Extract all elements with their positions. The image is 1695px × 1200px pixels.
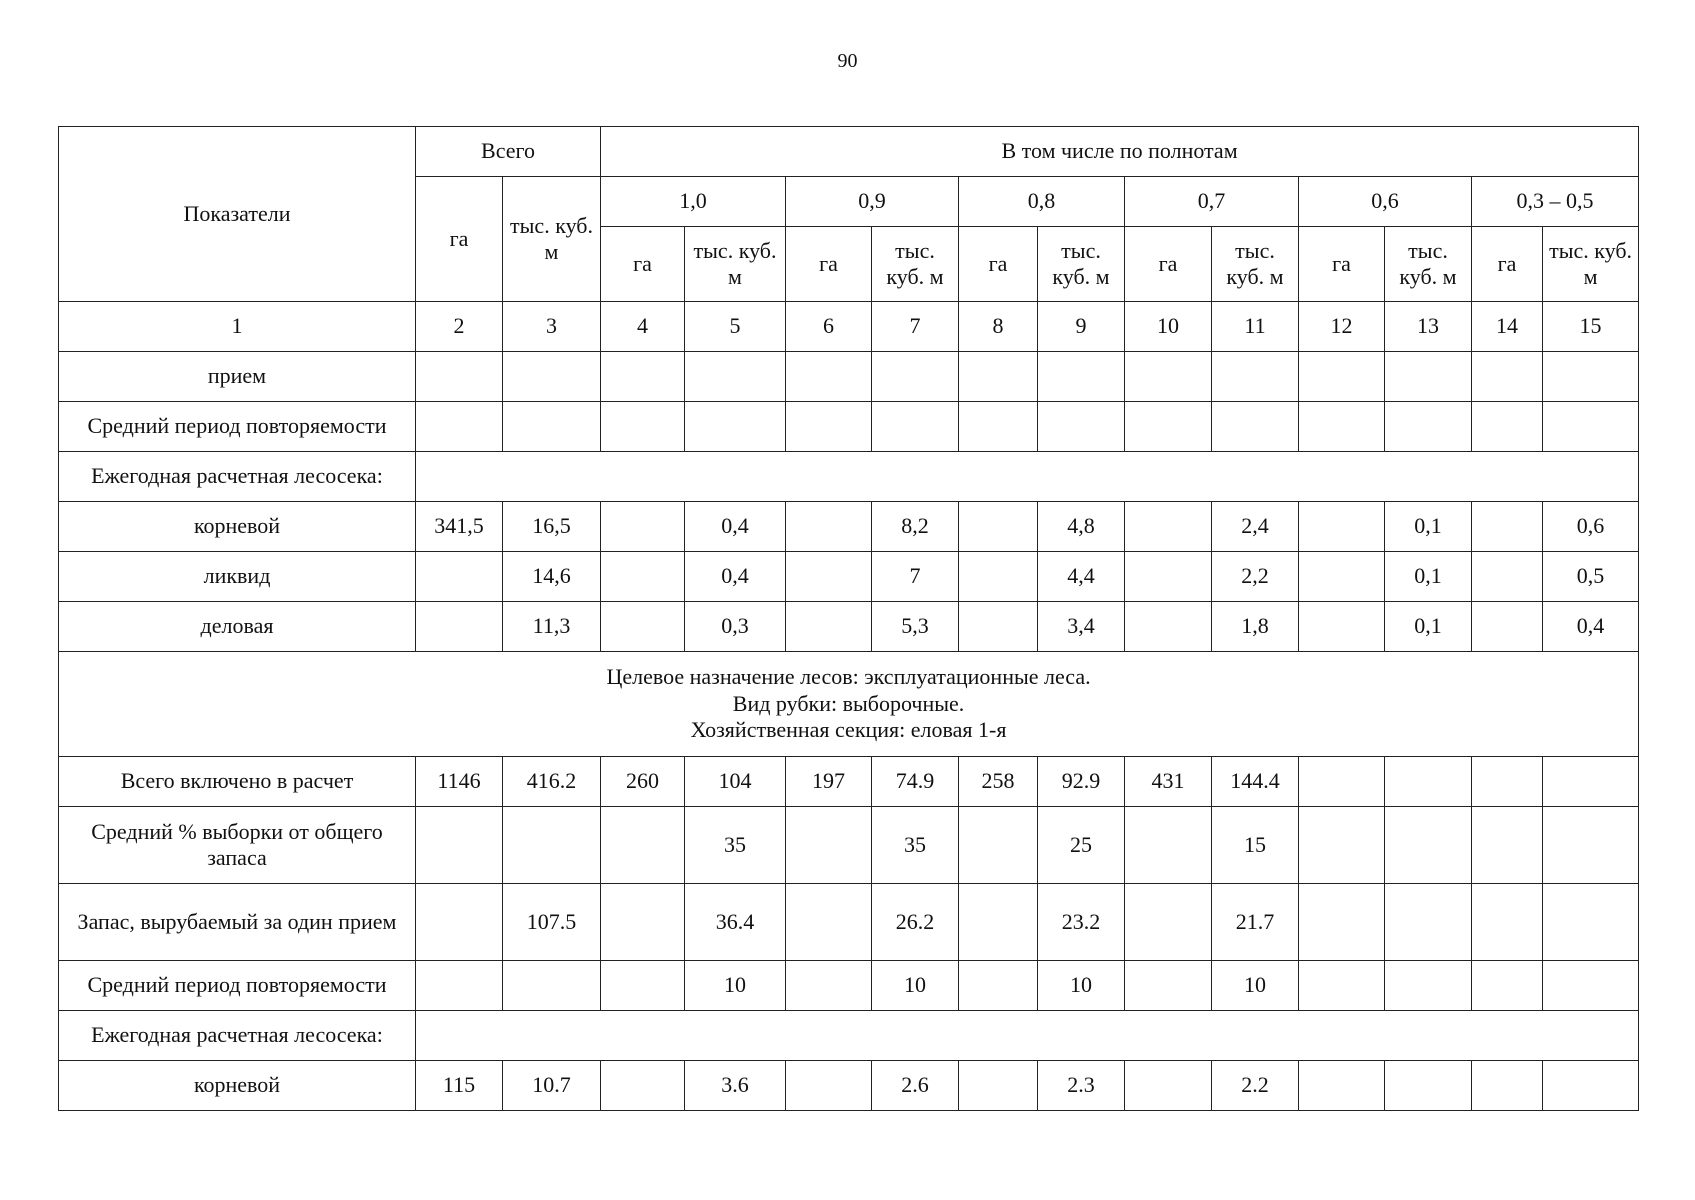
column-number: 7	[872, 302, 959, 352]
data-cell	[786, 961, 872, 1011]
header-unit-ha: га	[1472, 227, 1543, 302]
data-cell: 4,4	[1038, 552, 1125, 602]
row-label: Средний период повторяемости	[59, 961, 416, 1011]
data-cell: 4,8	[1038, 502, 1125, 552]
data-cell	[786, 352, 872, 402]
data-cell: 260	[601, 757, 685, 807]
page-number: 90	[837, 50, 858, 72]
header-total-volume: тыс. куб. м	[503, 177, 601, 302]
column-number: 6	[786, 302, 872, 352]
row-label: Всего включено в расчет	[59, 757, 416, 807]
data-cell	[1472, 1061, 1543, 1111]
header-unit-ha: га	[1299, 227, 1385, 302]
header-unit-ha: га	[959, 227, 1038, 302]
data-cell	[1385, 757, 1472, 807]
rows-part-4	[59, 1061, 1639, 1111]
table-row	[59, 552, 1639, 602]
data-cell	[1472, 602, 1543, 652]
row-label: прием	[59, 352, 416, 402]
data-cell	[416, 961, 503, 1011]
data-cell	[503, 807, 601, 884]
data-cell	[1299, 352, 1385, 402]
data-cell: 10	[1212, 961, 1299, 1011]
data-cell	[416, 352, 503, 402]
data-cell	[1299, 807, 1385, 884]
data-cell	[601, 552, 685, 602]
annual-cut-header-row	[59, 452, 1639, 502]
data-cell: 3,4	[1038, 602, 1125, 652]
data-cell	[786, 502, 872, 552]
data-cell: 74.9	[872, 757, 959, 807]
rows-part-3	[59, 757, 1639, 1011]
data-cell: 21.7	[1212, 884, 1299, 961]
table-row	[59, 884, 1639, 961]
data-cell	[1125, 352, 1212, 402]
table-row	[59, 402, 1639, 452]
annual-cut-header-row	[59, 1011, 1639, 1061]
data-cell: 341,5	[416, 502, 503, 552]
data-cell	[1125, 807, 1212, 884]
data-cell	[1543, 807, 1639, 884]
section-purpose: Целевое назначение лесов: эксплуатационные леса.	[606, 664, 1091, 690]
data-cell: 15	[1212, 807, 1299, 884]
data-cell	[959, 807, 1038, 884]
data-cell	[786, 552, 872, 602]
data-cell: 8,2	[872, 502, 959, 552]
header-unit-volume: тыс. куб. м	[872, 227, 959, 302]
table-row	[59, 602, 1639, 652]
header-indicators: Показатели	[59, 127, 416, 302]
data-cell	[1038, 352, 1125, 402]
data-cell: 0,1	[1385, 502, 1472, 552]
data-cell	[1543, 884, 1639, 961]
data-cell	[416, 552, 503, 602]
column-number: 13	[1385, 302, 1472, 352]
data-cell	[1299, 961, 1385, 1011]
data-cell	[1543, 352, 1639, 402]
data-cell	[416, 807, 503, 884]
data-cell	[1472, 757, 1543, 807]
data-cell	[601, 884, 685, 961]
section-economic: Хозяйственная секция: еловая 1-я	[690, 717, 1007, 743]
annual-cut-header: Ежегодная расчетная лесосека:	[59, 1011, 416, 1061]
data-cell	[1038, 402, 1125, 452]
data-cell	[1385, 352, 1472, 402]
data-cell: 0,4	[685, 552, 786, 602]
data-cell	[416, 402, 503, 452]
header-unit-volume: тыс. куб. м	[1385, 227, 1472, 302]
column-number: 12	[1299, 302, 1385, 352]
header-density-0-8: 0,8	[959, 177, 1125, 227]
data-cell	[416, 602, 503, 652]
data-cell	[1299, 1061, 1385, 1111]
data-cell	[786, 807, 872, 884]
data-cell	[1472, 502, 1543, 552]
data-cell	[1472, 552, 1543, 602]
data-cell: 25	[1038, 807, 1125, 884]
header-unit-volume: тыс. куб. м	[685, 227, 786, 302]
data-cell: 2.3	[1038, 1061, 1125, 1111]
table-row	[59, 1061, 1639, 1111]
header-row-1	[59, 127, 1639, 177]
column-number: 9	[1038, 302, 1125, 352]
data-cell: 1,8	[1212, 602, 1299, 652]
data-cell	[1299, 602, 1385, 652]
allowable-cut-table	[58, 126, 1639, 1111]
data-cell	[959, 884, 1038, 961]
empty-span-cell	[416, 452, 1639, 502]
data-cell: 10	[872, 961, 959, 1011]
data-cell: 2,4	[1212, 502, 1299, 552]
empty-span-cell	[416, 1011, 1639, 1061]
data-cell	[1125, 961, 1212, 1011]
data-cell	[959, 1061, 1038, 1111]
data-cell: 416.2	[503, 757, 601, 807]
data-cell	[1472, 352, 1543, 402]
data-cell: 10	[1038, 961, 1125, 1011]
column-number: 11	[1212, 302, 1299, 352]
data-cell: 5,3	[872, 602, 959, 652]
data-cell	[959, 502, 1038, 552]
data-cell: 104	[685, 757, 786, 807]
data-cell	[872, 402, 959, 452]
row-label: Средний период повторяемости	[59, 402, 416, 452]
section-description	[59, 652, 1639, 757]
data-cell	[685, 352, 786, 402]
data-cell	[1125, 602, 1212, 652]
data-cell: 2.6	[872, 1061, 959, 1111]
data-cell: 0,4	[1543, 602, 1639, 652]
header-unit-volume: тыс. куб. м	[1212, 227, 1299, 302]
header-density-0-3-0-5: 0,3 – 0,5	[1472, 177, 1639, 227]
data-cell: 197	[786, 757, 872, 807]
data-cell	[1385, 884, 1472, 961]
data-cell	[1472, 807, 1543, 884]
data-cell: 92.9	[1038, 757, 1125, 807]
data-cell	[786, 884, 872, 961]
data-cell	[1299, 884, 1385, 961]
data-cell: 0,1	[1385, 602, 1472, 652]
data-cell	[685, 402, 786, 452]
data-cell: 35	[685, 807, 786, 884]
column-number: 1	[59, 302, 416, 352]
data-cell: 0,3	[685, 602, 786, 652]
data-cell	[601, 502, 685, 552]
header-density-0-6: 0,6	[1299, 177, 1472, 227]
row-label: деловая	[59, 602, 416, 652]
data-cell	[1212, 402, 1299, 452]
table-row	[59, 502, 1639, 552]
data-cell	[503, 402, 601, 452]
data-cell: 2.2	[1212, 1061, 1299, 1111]
data-cell	[1385, 961, 1472, 1011]
data-cell	[601, 1061, 685, 1111]
column-number: 4	[601, 302, 685, 352]
section-row	[59, 652, 1639, 757]
header-by-density: В том числе по полнотам	[601, 127, 1639, 177]
column-number: 5	[685, 302, 786, 352]
data-cell	[1472, 402, 1543, 452]
data-cell	[601, 402, 685, 452]
data-cell: 1146	[416, 757, 503, 807]
column-number: 3	[503, 302, 601, 352]
header-unit-ha: га	[601, 227, 685, 302]
data-cell	[786, 602, 872, 652]
data-cell	[503, 961, 601, 1011]
data-cell: 431	[1125, 757, 1212, 807]
column-numbers-row	[59, 302, 1639, 352]
data-cell	[959, 961, 1038, 1011]
data-cell	[786, 402, 872, 452]
data-cell	[601, 352, 685, 402]
table-row	[59, 807, 1639, 884]
data-cell	[1543, 402, 1639, 452]
data-cell	[1472, 961, 1543, 1011]
data-cell: 0,6	[1543, 502, 1639, 552]
table-row	[59, 961, 1639, 1011]
data-cell: 3.6	[685, 1061, 786, 1111]
header-density-1-0: 1,0	[601, 177, 786, 227]
header-unit-volume: тыс. куб. м	[1038, 227, 1125, 302]
column-number: 10	[1125, 302, 1212, 352]
header-unit-ha: га	[786, 227, 872, 302]
data-cell: 16,5	[503, 502, 601, 552]
table-row	[59, 352, 1639, 402]
header-unit-volume: тыс. куб. м	[1543, 227, 1639, 302]
data-cell: 23.2	[1038, 884, 1125, 961]
data-cell: 258	[959, 757, 1038, 807]
header-total: Всего	[416, 127, 601, 177]
data-cell: 10.7	[503, 1061, 601, 1111]
data-cell	[1125, 884, 1212, 961]
data-cell: 11,3	[503, 602, 601, 652]
data-cell	[1125, 502, 1212, 552]
data-cell: 0,5	[1543, 552, 1639, 602]
data-cell	[601, 602, 685, 652]
data-cell	[1299, 502, 1385, 552]
data-cell: 26.2	[872, 884, 959, 961]
data-cell	[1385, 807, 1472, 884]
data-cell	[1125, 402, 1212, 452]
table-row	[59, 757, 1639, 807]
rows-part-2	[59, 502, 1639, 652]
row-label: корневой	[59, 1061, 416, 1111]
header-density-0-9: 0,9	[786, 177, 959, 227]
data-cell	[1543, 961, 1639, 1011]
data-cell	[1125, 1061, 1212, 1111]
data-cell: 14,6	[503, 552, 601, 602]
data-cell	[1125, 552, 1212, 602]
data-cell	[601, 807, 685, 884]
row-label: Запас, вырубаемый за один прием	[59, 884, 416, 961]
data-cell	[872, 352, 959, 402]
data-cell: 35	[872, 807, 959, 884]
data-cell: 7	[872, 552, 959, 602]
data-cell: 0,4	[685, 502, 786, 552]
data-cell	[959, 402, 1038, 452]
annual-cut-header: Ежегодная расчетная лесосека:	[59, 452, 416, 502]
row-label: Средний % выборки от общего запаса	[59, 807, 416, 884]
column-number: 15	[1543, 302, 1639, 352]
data-cell	[601, 961, 685, 1011]
data-cell	[1543, 757, 1639, 807]
data-cell: 115	[416, 1061, 503, 1111]
data-cell: 0,1	[1385, 552, 1472, 602]
data-cell: 144.4	[1212, 757, 1299, 807]
data-cell	[959, 352, 1038, 402]
data-cell: 107.5	[503, 884, 601, 961]
data-cell	[1212, 352, 1299, 402]
data-cell	[1472, 884, 1543, 961]
data-cell	[1299, 402, 1385, 452]
column-number: 2	[416, 302, 503, 352]
row-label: ликвид	[59, 552, 416, 602]
column-number: 14	[1472, 302, 1543, 352]
data-cell	[416, 884, 503, 961]
header-total-ha: га	[416, 177, 503, 302]
data-cell: 36.4	[685, 884, 786, 961]
data-cell	[1299, 757, 1385, 807]
rows-part-1	[59, 352, 1639, 452]
section-cutting-type: Вид рубки: выборочные.	[732, 690, 965, 716]
data-cell: 10	[685, 961, 786, 1011]
row-label: корневой	[59, 502, 416, 552]
data-cell	[503, 352, 601, 402]
data-cell	[1385, 1061, 1472, 1111]
data-cell	[959, 602, 1038, 652]
header-density-0-7: 0,7	[1125, 177, 1299, 227]
data-cell	[786, 1061, 872, 1111]
data-cell	[1543, 1061, 1639, 1111]
header-unit-ha: га	[1125, 227, 1212, 302]
data-cell: 2,2	[1212, 552, 1299, 602]
data-cell	[1299, 552, 1385, 602]
column-number: 8	[959, 302, 1038, 352]
data-cell	[959, 552, 1038, 602]
data-cell	[1385, 402, 1472, 452]
